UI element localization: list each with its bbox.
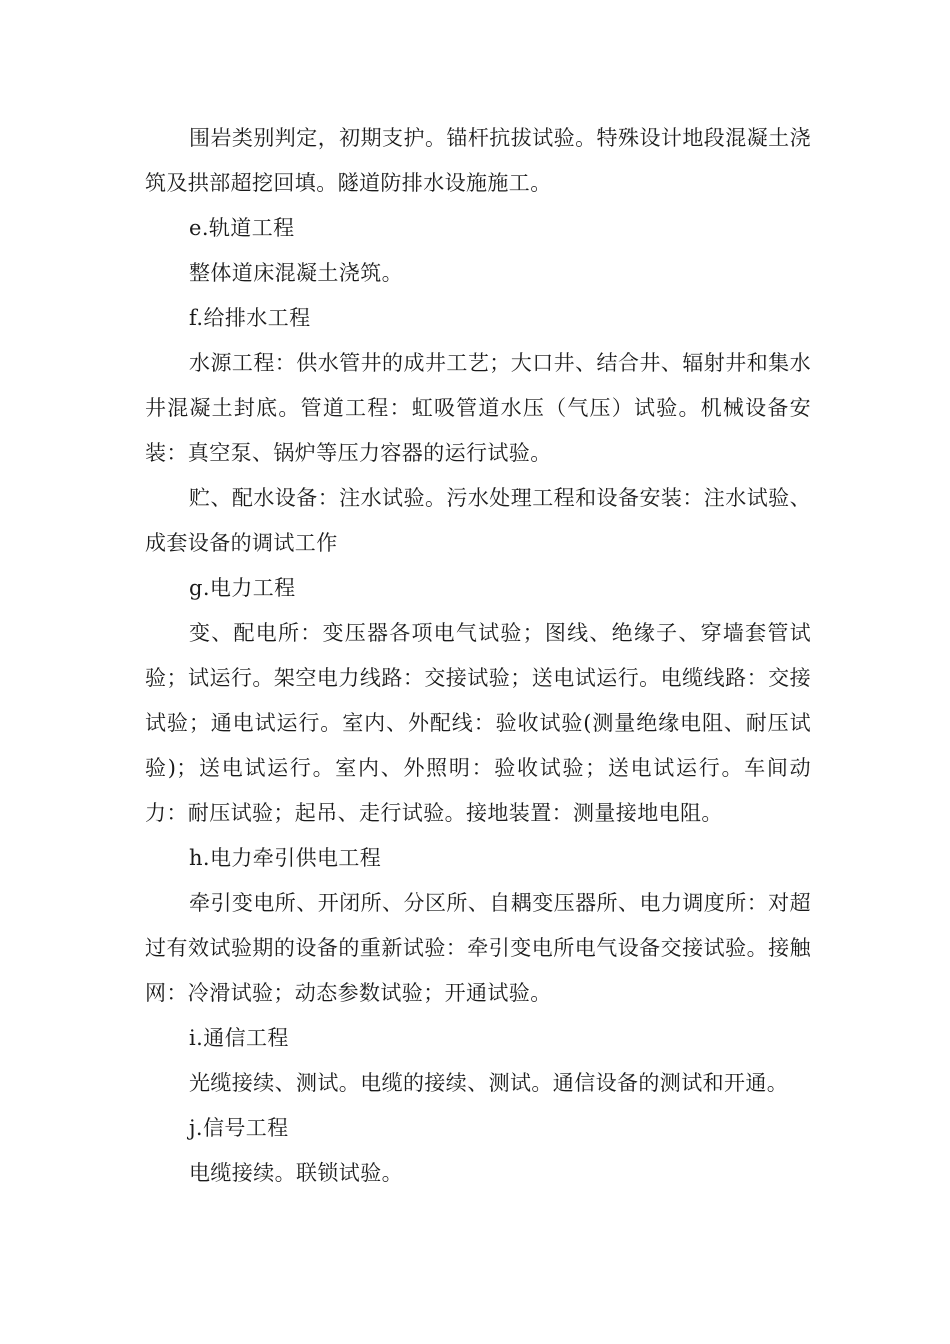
paragraph-water-storage: 贮、配水设备：注水试验。污水处理工程和设备安装：注水试验、成套设备的调试工作 bbox=[145, 486, 811, 555]
heading-track-engineering: e.轨道工程 bbox=[189, 216, 295, 240]
paragraph-track-bed: 整体道床混凝土浇筑。 bbox=[189, 261, 403, 285]
paragraph-tunnel-support: 围岩类别判定，初期支护。锚杆抗拔试验。特殊设计地段混凝土浇筑及拱部超挖回填。隧道防排水设施施工。 bbox=[145, 126, 811, 195]
heading-traction-power: h.电力牵引供电工程 bbox=[189, 846, 382, 870]
paragraph-cable-splicing: 光缆接续、测试。电缆的接续、测试。通信设备的测试和开通。 bbox=[189, 1071, 789, 1095]
paragraph-traction-substation: 牵引变电所、开闭所、分区所、自耦变压器所、电力调度所：对超过有效试验期的设备的重新试验：牵引变电所电气设备交接试验。接触网：冷滑试验；动态参数试验；开通试验。 bbox=[145, 891, 811, 1005]
paragraph-substation-tests: 变、配电所：变压器各项电气试验；图线、绝缘子、穿墙套管试验；试运行。架空电力线路：交接试验；送电试运行。电缆线路：交接试验；通电试运行。室内、外配线：验收试验(测量绝缘电阻、耐压试验)；送电试运行。室内、外照明：验收试验；送电试运行。车间动力：耐压试验；起吊、走行试验。接地装置：测量接地电阻。 bbox=[145, 621, 811, 825]
heading-communication: i.通信工程 bbox=[189, 1026, 289, 1050]
heading-power-engineering: g.电力工程 bbox=[189, 576, 296, 600]
paragraph-interlocking: 电缆接续。联锁试验。 bbox=[189, 1161, 403, 1185]
document-body bbox=[145, 116, 811, 1196]
heading-signal-engineering: j.信号工程 bbox=[189, 1116, 289, 1140]
heading-water-supply-drainage: f.给排水工程 bbox=[189, 306, 311, 330]
paragraph-water-source: 水源工程：供水管井的成井工艺；大口井、结合井、辐射井和集水井混凝土封底。管道工程：虹吸管道水压（气压）试验。机械设备安装：真空泵、锅炉等压力容器的运行试验。 bbox=[145, 351, 811, 465]
